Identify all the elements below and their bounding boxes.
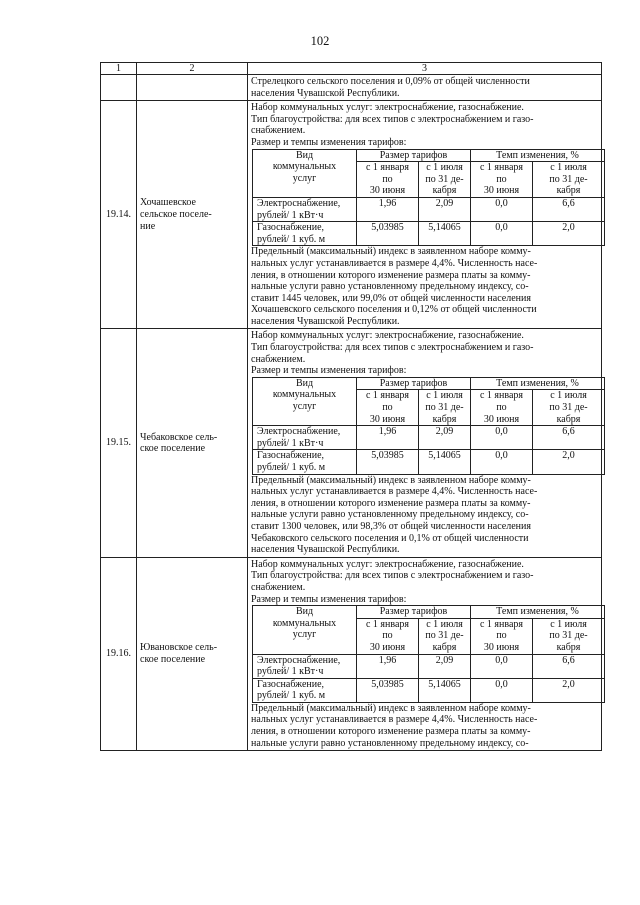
header-line: 30 июня <box>369 413 406 425</box>
description-cell <box>248 557 602 751</box>
service-name <box>253 426 357 450</box>
text-line: Тип благоустройства: для всех типов с электроснабжением и газо- <box>251 113 534 125</box>
text-line: Размер и темпы изменения тарифов: <box>251 365 407 377</box>
description-cell <box>248 75 602 101</box>
header-period <box>357 162 419 198</box>
tariff-table <box>252 149 605 247</box>
text-line: ления, в отношении которого изменение размера платы за комму- <box>251 497 531 509</box>
header-line: по 31 де- <box>425 402 464 414</box>
service-name-line: рублей/ 1 кВт·ч <box>257 209 324 221</box>
tariff-value: 0,0 <box>471 426 533 450</box>
tariff-value: 6,6 <box>533 426 605 450</box>
header-line: коммунальных <box>272 617 337 629</box>
tariff-table <box>252 377 605 475</box>
header-line: кабря <box>556 185 581 197</box>
text-line: снабжением. <box>251 581 306 593</box>
header-line: с 1 июля <box>550 618 587 630</box>
text-line: Набор коммунальных услуг: электроснабжение, газоснабжение. <box>251 330 524 342</box>
text-line: нальных услуг устанавливается в размере 4,4%. Численность насе- <box>251 257 538 269</box>
settlement-row <box>101 101 602 329</box>
settlement-name <box>137 557 248 751</box>
page-number: 102 <box>310 34 330 48</box>
settlement-name-line: сельское поселе- <box>140 209 212 221</box>
header-line: Вид <box>295 377 314 389</box>
text-line: снабжением. <box>251 353 306 365</box>
service-name-line: Электроснабжение, <box>257 197 341 209</box>
tariff-value: 5,03985 <box>357 222 419 246</box>
text-line: Предельный (максимальный) индекс в заявленном наборе комму- <box>251 702 531 714</box>
settlement-row <box>101 329 602 557</box>
tariff-value: 2,09 <box>419 197 471 221</box>
service-name <box>253 654 357 678</box>
tariff-value: 2,0 <box>533 678 605 702</box>
header-period <box>471 390 533 426</box>
tariff-value: 0,0 <box>471 678 533 702</box>
header-line: коммунальных <box>272 161 337 173</box>
tariff-row <box>253 654 605 678</box>
header-period <box>419 618 471 654</box>
text-line: Стрелецкого сельского поселения и 0,09% от общей численности <box>251 76 530 87</box>
header-line: кабря <box>432 641 457 653</box>
text-line: нальных услуг устанавливается в размере 4,4%. Численность насе- <box>251 714 538 726</box>
tariff-value: 5,03985 <box>357 450 419 474</box>
header-period <box>357 390 419 426</box>
service-name-line: Газоснабжение, <box>257 222 325 234</box>
header-line: с 1 июля <box>426 390 463 402</box>
column-number: 2 <box>137 63 248 75</box>
row-number: 19.16. <box>101 557 137 751</box>
text-line: ставит 1300 человек, или 98,3% от общей численности населения <box>251 520 531 532</box>
tariff-value: 0,0 <box>471 654 533 678</box>
service-name-line: Газоснабжение, <box>257 450 325 462</box>
service-name <box>253 197 357 221</box>
text-line: населения Чувашской Республики. <box>251 315 400 327</box>
service-name <box>253 222 357 246</box>
tariff-table <box>252 605 605 703</box>
header-change-rate: Темп изменения, % <box>471 149 605 162</box>
row-number: 19.15. <box>101 329 137 557</box>
header-change-rate: Темп изменения, % <box>471 377 605 390</box>
header-line: 30 июня <box>369 185 406 197</box>
header-line: с 1 июля <box>550 390 587 402</box>
header-line: по <box>496 630 507 642</box>
service-name-line: рублей/ 1 куб. м <box>257 690 326 702</box>
header-line: по 31 де- <box>425 173 464 185</box>
text-line: нальные услуги равно установленному предельному индексу, со- <box>251 509 529 521</box>
header-period <box>471 618 533 654</box>
header-line: коммунальных <box>272 389 337 401</box>
description-cell <box>248 329 602 557</box>
tariff-value: 5,14065 <box>419 678 471 702</box>
column-number: 1 <box>101 63 137 75</box>
tariff-value: 2,09 <box>419 654 471 678</box>
text-line: ления, в отношении которого изменение размера платы за комму- <box>251 269 531 281</box>
text-line: Предельный (максимальный) индекс в заявленном наборе комму- <box>251 474 531 486</box>
tariff-value: 5,14065 <box>419 222 471 246</box>
service-name-line: рублей/ 1 куб. м <box>257 462 326 473</box>
settlement-name-line: ское поселение <box>140 443 206 455</box>
text-line: Набор коммунальных услуг: электроснабжение, газоснабжение. <box>251 102 524 114</box>
header-line: по <box>382 402 393 414</box>
header-line: с 1 июля <box>550 162 587 174</box>
text-line: Размер и темпы изменения тарифов: <box>251 593 407 605</box>
header-period <box>419 162 471 198</box>
text-line: Тип благоустройства: для всех типов с электроснабжением и газо- <box>251 342 534 354</box>
header-line: с 1 июля <box>426 162 463 174</box>
header-tariff-size: Размер тарифов <box>357 377 471 390</box>
header-line: с 1 января <box>479 618 524 630</box>
text-line: нальные услуги равно установленному предельному индексу, со- <box>251 737 529 749</box>
service-name-line: рублей/ 1 кВт·ч <box>257 437 324 449</box>
column-number: 3 <box>248 63 602 75</box>
tariff-value: 1,96 <box>357 197 419 221</box>
description-cell <box>248 101 602 329</box>
text-line: снабжением. <box>251 125 306 137</box>
header-line: кабря <box>432 413 457 425</box>
tariff-value: 5,03985 <box>357 678 419 702</box>
service-name-line: рублей/ 1 куб. м <box>257 233 326 245</box>
service-name <box>253 450 357 474</box>
settlement-name <box>137 329 248 557</box>
header-change-rate: Темп изменения, % <box>471 606 605 619</box>
header-tariff-size: Размер тарифов <box>357 606 471 619</box>
text-line: нальные услуги равно установленному предельному индексу, со- <box>251 281 529 293</box>
header-line: услуг <box>292 629 317 641</box>
text-line: Набор коммунальных услуг: электроснабжение, газоснабжение. <box>251 558 524 570</box>
header-line: 30 июня <box>369 641 406 653</box>
tariff-value: 2,0 <box>533 222 605 246</box>
header-line: Вид <box>295 149 314 161</box>
service-name-line: Электроснабжение, <box>257 654 341 666</box>
service-name-line: Электроснабжение, <box>257 426 341 438</box>
text-line: Чебаковского сельского поселения и 0,1% от общей численности <box>251 532 529 544</box>
text-line: населения Чувашской Республики. <box>251 544 400 556</box>
header-period <box>533 162 605 198</box>
header-line: с 1 января <box>365 162 410 174</box>
header-line: 30 июня <box>483 413 520 425</box>
tariff-row <box>253 678 605 702</box>
header-line: с 1 января <box>479 390 524 402</box>
tariff-value: 1,96 <box>357 654 419 678</box>
header-line: с 1 января <box>365 618 410 630</box>
header-line: услуг <box>292 401 317 413</box>
header-period <box>533 618 605 654</box>
settlement-name-line: ние <box>140 220 156 232</box>
text-line: Размер и темпы изменения тарифов: <box>251 136 407 148</box>
settlement-row <box>101 557 602 751</box>
header-line: с 1 января <box>365 390 410 402</box>
text-line: Хочашевского сельского поселения и 0,12% от общей численности <box>251 304 537 316</box>
header-line: по <box>382 630 393 642</box>
tariff-value: 6,6 <box>533 197 605 221</box>
header-service-kind <box>253 377 357 425</box>
settlement-name-line: Чебаковское сель- <box>140 431 218 443</box>
header-line: по <box>496 402 507 414</box>
header-line: по <box>382 173 393 185</box>
header-line: 30 июня <box>483 185 520 197</box>
header-line: кабря <box>432 185 457 197</box>
text-line: ставит 1445 человек, или 99,0% от общей численности населения <box>251 292 531 304</box>
header-line: по 31 де- <box>549 173 588 185</box>
header-period <box>533 390 605 426</box>
service-name-line: рублей/ 1 кВт·ч <box>257 666 324 678</box>
row-number-cell <box>101 75 137 101</box>
tariff-value: 0,0 <box>471 222 533 246</box>
tariff-value: 6,6 <box>533 654 605 678</box>
column-numbers-row <box>101 63 602 75</box>
tariff-value: 2,09 <box>419 426 471 450</box>
tariff-row <box>253 197 605 221</box>
header-service-kind <box>253 606 357 654</box>
header-line: по <box>496 173 507 185</box>
text-line: Предельный (максимальный) индекс в заявленном наборе комму- <box>251 246 531 258</box>
text-line: нальных услуг устанавливается в размере 4,4%. Численность насе- <box>251 486 538 498</box>
row-number: 19.14. <box>101 101 137 329</box>
tariff-value: 0,0 <box>471 450 533 474</box>
header-line: по 31 де- <box>425 630 464 642</box>
text-line: Тип благоустройства: для всех типов с электроснабжением и газо- <box>251 570 534 582</box>
tariff-value: 2,0 <box>533 450 605 474</box>
tariff-value: 1,96 <box>357 426 419 450</box>
text-line: населения Чувашской Республики. <box>251 87 400 99</box>
settlement-name-line: Хочашевское <box>140 197 196 209</box>
tariff-value: 0,0 <box>471 197 533 221</box>
settlement-name-line: Ювановское сель- <box>140 642 218 654</box>
header-tariff-size: Размер тарифов <box>357 149 471 162</box>
header-line: кабря <box>556 641 581 653</box>
settlement-name-cell <box>137 75 248 101</box>
settlement-name-line: ское поселение <box>140 654 206 665</box>
header-line: по 31 де- <box>549 630 588 642</box>
header-line: с 1 января <box>479 162 524 174</box>
header-period <box>471 162 533 198</box>
header-line: с 1 июля <box>426 618 463 630</box>
tariff-row <box>253 450 605 474</box>
text-line: ления, в отношении которого изменение размера платы за комму- <box>251 726 531 738</box>
settlement-name <box>137 101 248 329</box>
header-line: кабря <box>556 413 581 425</box>
header-line: 30 июня <box>483 641 520 653</box>
document-table <box>100 62 602 751</box>
service-name <box>253 678 357 702</box>
header-line: Вид <box>295 606 314 618</box>
header-service-kind <box>253 149 357 197</box>
continued-row <box>101 75 602 101</box>
header-period <box>357 618 419 654</box>
tariff-row <box>253 426 605 450</box>
tariff-row <box>253 222 605 246</box>
header-period <box>419 390 471 426</box>
header-line: услуг <box>292 172 317 184</box>
tariff-value: 5,14065 <box>419 450 471 474</box>
header-line: по 31 де- <box>549 402 588 414</box>
service-name-line: Газоснабжение, <box>257 678 325 690</box>
